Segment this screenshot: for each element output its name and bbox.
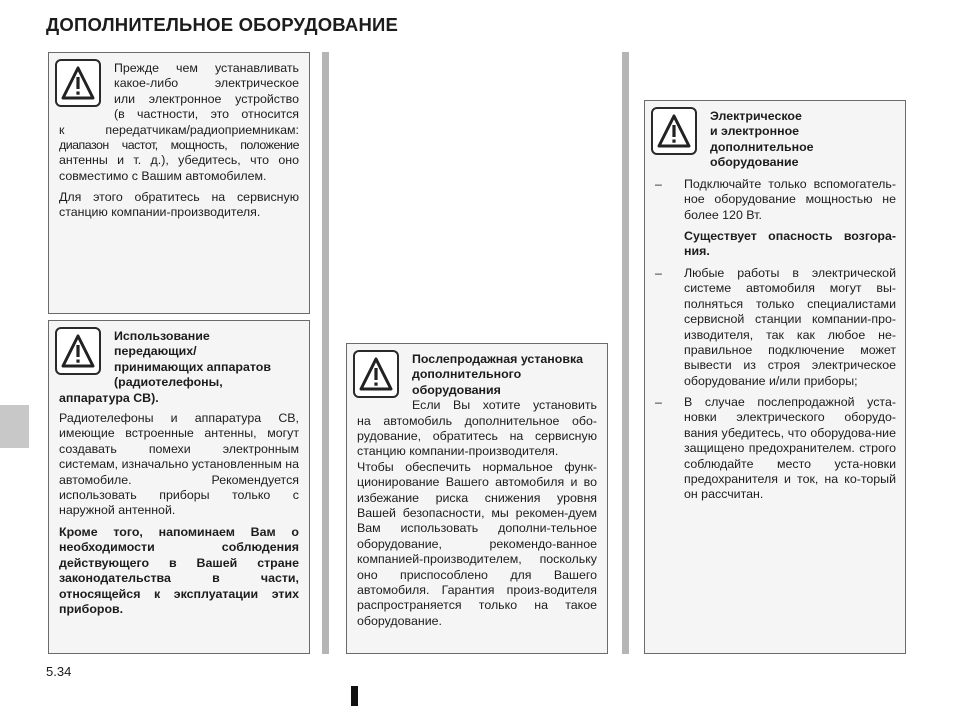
- box1-service-advice: Для этого обратитесь на сервисную станцию компании-производителя.: [59, 190, 299, 220]
- box4-heading-line: и электронное: [710, 124, 800, 139]
- box4-fire-hazard-warning: Существует опасность возгора-ния.: [684, 229, 896, 259]
- box4-heading-line: оборудование: [710, 155, 799, 170]
- box1-intro-line: Прежде чем устанавливать: [114, 61, 299, 75]
- warning-icon-frame: [651, 107, 697, 155]
- warning-triangle-icon: [61, 65, 95, 101]
- box4-fuse-protection-text: В случае послепродажной уста-новки электрического оборудо-вания убедитесь, что оборудова-ние защищено предохранителем. строго соблюдайте место уста-новки предохранителя и ток, на ко-торый он рассчитан.: [684, 395, 896, 502]
- page-title: ДОПОЛНИТЕЛЬНОЕ ОБОРУДОВАНИЕ: [46, 14, 399, 35]
- column-divider-left: [322, 52, 329, 654]
- warning-triangle-icon: [657, 113, 691, 149]
- warning-box-electrical: [644, 100, 906, 654]
- box1-intro-line: диапазон частот, мощность, положение: [59, 138, 299, 152]
- box2-heading-line: передающих/: [114, 344, 197, 359]
- warning-icon-frame: [353, 350, 399, 398]
- warning-triangle-icon: [61, 333, 95, 369]
- box2-heading-tail: аппаратура СВ).: [59, 390, 159, 405]
- box2-heading-line: Использование: [114, 329, 210, 343]
- page-marker: [351, 686, 358, 706]
- list-dash: –: [655, 266, 662, 280]
- box1-intro-line: какое-либо электрическое: [114, 76, 299, 91]
- warning-box-compatibility: [48, 52, 310, 314]
- box4-electrical-work-text: Любые работы в электрической системе автомобиля могут вы-полняться только специалистами сервисной станции компании-про-изводителя, так как любое не-правильное подключение может вывести из строя электрическое оборудование и/или приборы;: [684, 266, 896, 388]
- box3-service-advice: на автомобиль дополнительное обо-рудование, обратитесь на сервисную станцию компании-производителя.: [357, 413, 597, 459]
- box3-heading-line: оборудования: [412, 382, 501, 397]
- box4-list-item: [655, 395, 896, 505]
- column-divider-right: [622, 52, 629, 654]
- box1-intro-line: (в частности, это относится: [114, 107, 299, 122]
- section-tab: [0, 405, 29, 448]
- box1-intro-line: к передатчикам/радиоприемникам:: [59, 122, 299, 137]
- box1-intro-line: антенны и т. д.), убедитесь, что оно: [59, 153, 299, 168]
- box3-recommendation-text: Чтобы обеспечить нормальное функ-ционирование Вашего автомобиля и во избежание риска снижения уровня Вашей безопасности, мы рекомен-дуем Вам использовать дополни-тельное оборудование, рекомендо-ванное компанией-производителем, поскольку оно приспособлено для Вашего автомобиля. Гарантия произ-водителя распространяется только на такое оборудование.: [357, 459, 597, 628]
- warning-triangle-icon: [359, 356, 393, 392]
- warning-icon-frame: [55, 59, 101, 107]
- box2-legislation-reminder: Кроме того, напоминаем Вам о необходимости соблюдения действующего в Вашей стране законодательства в части, относящейся к эксплуатации этих приборов.: [59, 525, 299, 617]
- box3-heading-line: дополнительного: [412, 367, 522, 382]
- box4-heading-line: Электрическое: [710, 109, 802, 123]
- warning-box-transmitters: [48, 320, 310, 654]
- box4-power-limit-text: Подключайте только вспомогатель-ное оборудование мощностью не более 120 Вт.: [684, 177, 896, 222]
- page-number: 5.34: [46, 664, 72, 679]
- list-dash: –: [655, 395, 662, 409]
- box2-heading-line: принимающих аппаратов: [114, 359, 271, 374]
- box4-list-item: [655, 266, 896, 391]
- warning-box-aftermarket: [346, 343, 608, 654]
- box3-heading-line: Послепродажная установка: [412, 352, 584, 366]
- box2-heading-line: (радиотелефоны,: [114, 375, 223, 390]
- box1-intro-line: совместимо с Вашим автомобилем.: [59, 168, 267, 183]
- list-dash: –: [655, 177, 662, 191]
- box3-first-line: Если Вы хотите установить: [412, 398, 597, 413]
- warning-icon-frame: [55, 327, 101, 375]
- box1-intro-line: или электронное устройство: [114, 91, 299, 106]
- box4-list-item: [655, 177, 896, 227]
- box4-heading-line: дополнительное: [710, 139, 814, 154]
- box2-interference-text: Радиотелефоны и аппаратура CB, имеющие встроенные антенны, могут создавать помехи электронным системам, изначально установленным на автомобиле. Рекомендуется использовать приборы только с наружной антенной.: [59, 411, 299, 518]
